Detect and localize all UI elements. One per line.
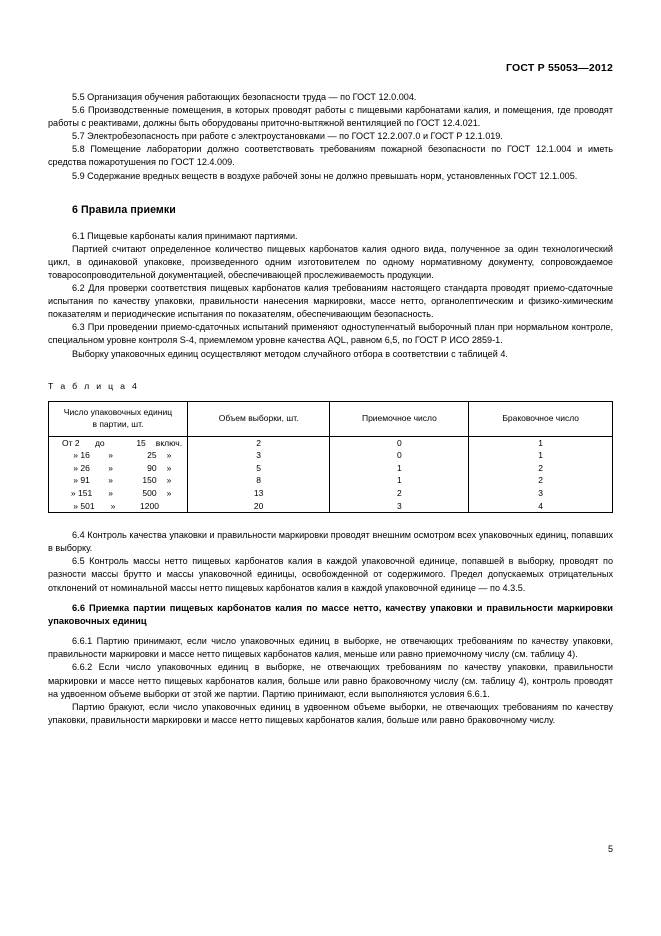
- cell-lot-size-range: » 151 » 500 »: [49, 487, 188, 500]
- clause-6-3-continuation: Выборку упаковочных единиц осуществляют методом случайного отбора в соответствии с таблицей 4.: [72, 348, 508, 359]
- cell-acceptance-number: 0: [330, 449, 469, 462]
- table-header-row: [49, 401, 613, 436]
- page-header-standard-number: ГОСТ Р 55053—2012: [505, 62, 613, 74]
- cell-rejection-number: 2: [469, 462, 613, 475]
- table-column-header: Объем выборки, шт.: [187, 401, 330, 436]
- table-column-header: Число упаковочных единиц в партии, шт.: [49, 401, 188, 436]
- cell-acceptance-number: 1: [330, 474, 469, 487]
- vertical-spacer: [48, 361, 613, 381]
- table-4-caption: Т а б л и ц а 4: [48, 380, 140, 391]
- clause-5-6: 5.6 Производственные помещения, в которых проводят работы с пищевыми карбонатами калия, и помещения, где проводят работы с реактивами, должны быть оборудованы приточно-вытяжной вентиляцией по ГОСТ 12.4.021.: [48, 105, 613, 129]
- table-row: [49, 487, 613, 500]
- cell-sample-size: 2: [187, 436, 330, 449]
- clause-6-6-2-continuation: Партию бракуют, если число упаковочных единиц в удвоенном объеме выборки, не отвечающих требованиям по качеству упаковки, правильности маркировки и массе нетто пищевых карбонатов калия, больше или равно браковочному числу.: [48, 701, 613, 725]
- cell-lot-size-range: » 26 » 90 »: [49, 462, 188, 475]
- vertical-spacer: [48, 217, 613, 230]
- cell-lot-size-range: » 501 » 1200: [49, 500, 188, 513]
- table-row: [49, 474, 613, 487]
- clause-6-4: 6.4 Контроль качества упаковки и правильности маркировки проводят внешним осмотром всех упаковочных единиц, попавших в выборку.: [48, 530, 613, 554]
- content-blocks: [48, 91, 613, 727]
- page-number: 5: [607, 844, 613, 854]
- clause-5-7: 5.7 Электробезопасность при работе с электроустановками — по ГОСТ 12.2.007.0 и ГОСТ Р 12.1.019.: [72, 131, 503, 142]
- clause-6-6-heading: 6.6 Приемка партии пищевых карбонатов калия по массе нетто, качеству упаковки и правильности маркировки упаковочных единиц: [48, 602, 613, 626]
- document-body: [48, 91, 613, 727]
- table-4: [48, 401, 613, 514]
- vertical-spacer: [48, 183, 613, 203]
- table-row: [49, 462, 613, 475]
- cell-sample-size: 5: [187, 462, 330, 475]
- clause-6-1: 6.1 Пищевые карбонаты калия принимают партиями.: [72, 230, 298, 241]
- clause-5-8: 5.8 Помещение лаборатории должно соответствовать требованиям пожарной безопасности по ГОСТ 12.1.004 и иметь средства пожаротушения по ГОСТ 12.4.009.: [48, 144, 613, 168]
- cell-rejection-number: 2: [469, 474, 613, 487]
- vertical-spacer: [48, 513, 613, 529]
- cell-rejection-number: 4: [469, 500, 613, 513]
- cell-lot-size-range: » 16 » 25 »: [49, 449, 188, 462]
- clause-6-3: 6.3 При проведении приемо-сдаточных испытаний применяют одноступенчатый выборочный план при нормальном контроле, специальном уровне контроля S-4, приемлемом уровне качества AQL, равном 6,5, по ГОСТ Р ИСО 2859-1.: [48, 322, 613, 346]
- table-column-header: Приемочное число: [330, 401, 469, 436]
- vertical-spacer: [48, 595, 613, 602]
- clause-6-1-continuation: Партией считают определенное количество пищевых карбонатов калия одного вида, полученное за один технологический цикл, в одинаковой упаковке, произведенного одним изготовителем по одному нормативному документу, сопровождаемое товаросопроводительной документацией, обеспечивающей прослеживаемость продукции.: [48, 243, 613, 280]
- cell-sample-size: 3: [187, 449, 330, 462]
- clause-6-5: 6.5 Контроль массы нетто пищевых карбонатов калия в каждой упаковочной единице, попавшей в выборку, проводят по разности массы брутто и массы упаковочной единицы, освобожденной от содержимого. Предел допускаемых отрицательных отклонений от номинальной массы нетто пищевых карбонатов калия в каждой упаковочной единице — по 4.3.5.: [48, 556, 613, 593]
- cell-acceptance-number: 2: [330, 487, 469, 500]
- table-4-wrapper: [48, 381, 613, 514]
- clause-5-9: 5.9 Содержание вредных веществ в воздухе рабочей зоны не должно превышать норм, установленных ГОСТ 12.1.005.: [72, 170, 578, 181]
- cell-lot-size-range: » 91 » 150 »: [49, 474, 188, 487]
- cell-rejection-number: 1: [469, 449, 613, 462]
- cell-sample-size: 20: [187, 500, 330, 513]
- table-column-header: Браковочное число: [469, 401, 613, 436]
- cell-sample-size: 8: [187, 474, 330, 487]
- cell-lot-size-range: От 2 до 15 включ.: [49, 436, 188, 449]
- vertical-spacer: [48, 392, 613, 401]
- clause-6-6-2: 6.6.2 Если число упаковочных единиц в выборке, не отвечающих требованиям по качеству упаковки, правильности маркировки и массе нетто пищевых карбонатов калия, больше или равно браковочному числу (см. таблицу 4), контроль проводят на удвоенном объеме выборки от этой же партии. Партию принимают, если выполняются условия 6.6.1.: [48, 662, 613, 699]
- cell-acceptance-number: 3: [330, 500, 469, 513]
- vertical-spacer: [48, 628, 613, 635]
- cell-sample-size: 13: [187, 487, 330, 500]
- clause-6-6-1: 6.6.1 Партию принимают, если число упаковочных единиц в выборке, не отвечающих требованиям по качеству упаковки, правильности маркировки и массе нетто пищевых карбонатов калия, меньше или равно приемочному числу (см. таблицу 4).: [48, 636, 613, 660]
- clause-5-5: 5.5 Организация обучения работающих безопасности труда — по ГОСТ 12.0.004.: [72, 92, 417, 102]
- cell-rejection-number: 1: [469, 436, 613, 449]
- cell-acceptance-number: 0: [330, 436, 469, 449]
- table-row: [49, 436, 613, 449]
- table-row: [49, 500, 613, 513]
- table-row: [49, 449, 613, 462]
- clause-6-2: 6.2 Для проверки соответствия пищевых карбонатов калия требованиям настоящего стандарта проводят приемо-сдаточные испытания по качеству упаковки, правильности нанесения маркировки, массе нетто, органолептическим и физико-химическим показателям и периодические испытания по показателям, обеспечивающим безопасность.: [48, 283, 613, 320]
- cell-acceptance-number: 1: [330, 462, 469, 475]
- section-6-heading: 6 Правила приемки: [72, 203, 176, 216]
- cell-rejection-number: 3: [469, 487, 613, 500]
